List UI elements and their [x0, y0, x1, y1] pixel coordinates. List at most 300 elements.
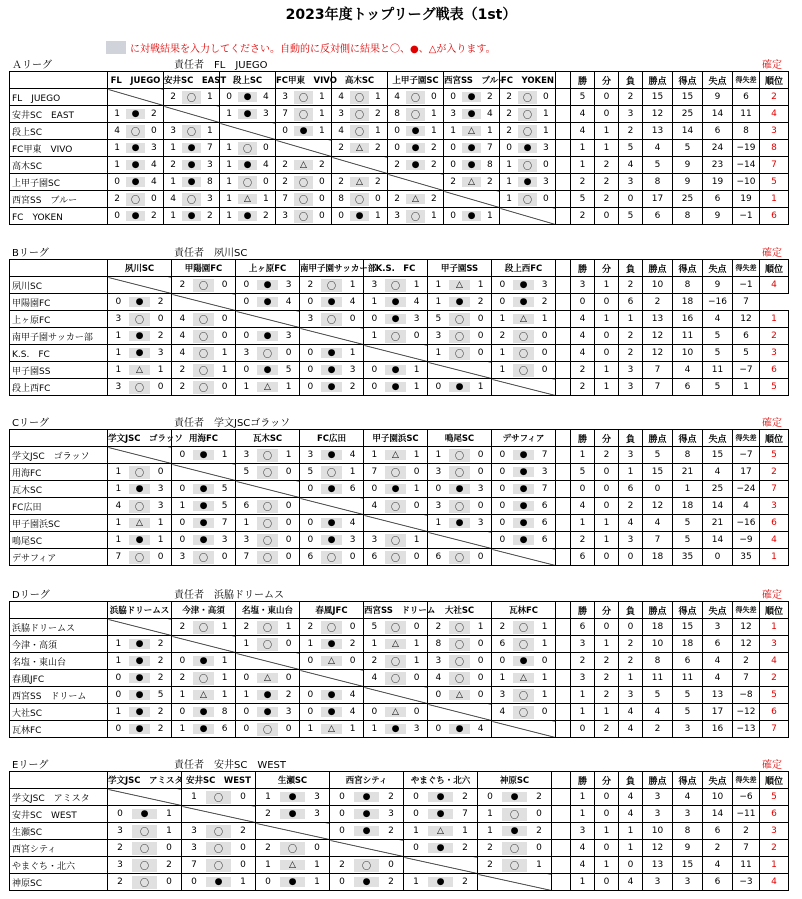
result-cell[interactable] [428, 481, 492, 498]
result-cell[interactable] [276, 89, 332, 106]
score [276, 106, 331, 122]
result-cell[interactable] [332, 89, 388, 106]
goals-against: 1 [431, 126, 437, 136]
result-cell[interactable] [332, 140, 388, 157]
result-cell[interactable] [404, 840, 478, 857]
result-cell[interactable] [332, 174, 388, 191]
result-cell[interactable] [164, 89, 220, 106]
goals-against: 2 [431, 143, 437, 153]
result-cell[interactable] [444, 123, 500, 140]
result-cell[interactable] [500, 191, 556, 208]
column-team-name: 甲陽園FC [172, 260, 236, 277]
result-cell[interactable] [330, 806, 404, 823]
result-cell[interactable] [364, 670, 428, 687]
goals-against: 0 [166, 877, 172, 887]
stat-value: 0 [571, 721, 595, 738]
result-cell[interactable] [164, 157, 220, 174]
result-mark: 〇 [193, 621, 214, 634]
result-cell[interactable] [236, 721, 300, 738]
goals-for: 1 [371, 450, 378, 460]
result-cell[interactable] [256, 874, 330, 891]
result-cell[interactable] [108, 191, 164, 208]
result-cell[interactable] [428, 311, 492, 328]
result-cell[interactable] [300, 619, 364, 636]
result-cell[interactable] [172, 653, 236, 670]
row-team-name: 春風JFC [10, 670, 108, 687]
result-cell[interactable] [428, 294, 492, 311]
result-cell[interactable] [300, 636, 364, 653]
team-row [10, 515, 789, 532]
result-cell[interactable] [182, 857, 256, 874]
result-cell[interactable] [300, 704, 364, 721]
result-cell[interactable] [220, 140, 276, 157]
result-cell[interactable] [108, 464, 172, 481]
result-cell[interactable] [300, 721, 364, 738]
result-cell[interactable] [300, 515, 364, 532]
result-cell[interactable] [388, 157, 444, 174]
result-cell[interactable] [364, 379, 428, 396]
score [478, 857, 551, 873]
result-cell[interactable] [172, 532, 236, 549]
stat-value: 3 [643, 789, 673, 806]
result-cell[interactable] [108, 687, 172, 704]
result-cell[interactable] [500, 123, 556, 140]
result-cell[interactable] [108, 670, 172, 687]
result-cell[interactable] [428, 619, 492, 636]
result-cell[interactable] [276, 106, 332, 123]
goals-for: 0 [435, 382, 442, 392]
result-cell[interactable] [500, 174, 556, 191]
result-cell[interactable] [108, 840, 182, 857]
result-cell[interactable] [492, 498, 556, 515]
score [388, 208, 443, 224]
result-cell[interactable] [444, 208, 500, 225]
result-cell[interactable] [182, 823, 256, 840]
result-cell[interactable] [172, 311, 236, 328]
goals-for: 0 [338, 211, 344, 221]
stat-value: 2 [619, 89, 643, 106]
result-cell[interactable] [108, 857, 182, 874]
result-cell[interactable] [364, 704, 428, 721]
result-cell[interactable] [276, 191, 332, 208]
result-cell[interactable] [172, 619, 236, 636]
result-cell[interactable] [428, 498, 492, 515]
result-cell[interactable] [492, 619, 556, 636]
result-cell[interactable] [172, 362, 236, 379]
goals-against: 0 [477, 348, 484, 358]
result-cell[interactable] [236, 687, 300, 704]
spacer-cell [556, 362, 571, 379]
league-header [0, 56, 802, 69]
result-cell[interactable] [388, 140, 444, 157]
result-cell[interactable] [428, 636, 492, 653]
result-cell[interactable] [478, 806, 552, 823]
result-cell[interactable] [236, 345, 300, 362]
result-cell[interactable] [492, 532, 556, 549]
result-cell[interactable] [276, 174, 332, 191]
result-cell[interactable] [428, 277, 492, 294]
result-mark: ● [321, 518, 342, 528]
result-mark: ● [513, 484, 534, 494]
result-cell[interactable] [108, 481, 172, 498]
result-cell[interactable] [236, 619, 300, 636]
row-team-name: 南甲子園サッカー部 [10, 328, 108, 345]
result-cell[interactable] [108, 823, 182, 840]
result-cell[interactable] [300, 687, 364, 704]
result-cell[interactable] [256, 840, 330, 857]
score [236, 379, 299, 395]
goals-for: 1 [265, 860, 271, 870]
result-cell[interactable] [108, 721, 172, 738]
goals-against: 1 [349, 467, 356, 477]
result-cell[interactable] [364, 549, 428, 566]
result-cell[interactable] [108, 653, 172, 670]
result-cell[interactable] [428, 687, 492, 704]
spacer-cell [556, 72, 571, 89]
goals-against: 1 [285, 622, 292, 632]
result-cell[interactable] [300, 532, 364, 549]
result-cell[interactable] [364, 481, 428, 498]
result-cell[interactable] [300, 294, 364, 311]
goals-for: 1 [226, 177, 232, 187]
result-cell[interactable] [164, 191, 220, 208]
result-cell[interactable] [108, 636, 172, 653]
result-cell[interactable] [236, 362, 300, 379]
result-cell[interactable] [500, 89, 556, 106]
result-cell[interactable] [276, 123, 332, 140]
result-cell[interactable] [172, 345, 236, 362]
result-mark: ● [182, 211, 200, 221]
result-cell[interactable] [364, 464, 428, 481]
result-cell[interactable] [492, 687, 556, 704]
result-cell[interactable] [164, 140, 220, 157]
result-cell[interactable] [172, 549, 236, 566]
result-cell[interactable] [444, 89, 500, 106]
result-cell[interactable] [500, 106, 556, 123]
score [388, 123, 443, 139]
result-cell[interactable] [428, 464, 492, 481]
goals-against: 1 [221, 656, 228, 666]
result-cell[interactable] [108, 174, 164, 191]
result-cell[interactable] [300, 345, 364, 362]
result-cell[interactable] [108, 157, 164, 174]
result-cell[interactable] [164, 123, 220, 140]
result-mark: 〇 [206, 842, 230, 855]
result-mark: 〇 [449, 347, 470, 360]
result-cell[interactable] [332, 123, 388, 140]
result-cell[interactable] [364, 447, 428, 464]
result-cell[interactable] [404, 874, 478, 891]
result-cell[interactable] [220, 89, 276, 106]
result-cell[interactable] [108, 294, 172, 311]
result-cell[interactable] [428, 549, 492, 566]
goals-against: 1 [240, 877, 246, 887]
result-cell[interactable] [164, 208, 220, 225]
result-cell[interactable] [236, 294, 300, 311]
result-cell[interactable] [236, 447, 300, 464]
result-cell[interactable] [388, 208, 444, 225]
result-cell[interactable] [236, 277, 300, 294]
result-cell[interactable] [364, 721, 428, 738]
result-cell[interactable] [364, 532, 428, 549]
result-cell[interactable] [478, 789, 552, 806]
result-cell[interactable] [236, 464, 300, 481]
result-cell[interactable] [108, 515, 172, 532]
result-cell[interactable] [172, 328, 236, 345]
result-cell[interactable] [492, 345, 556, 362]
row-team-name: 名塩・東山台 [10, 653, 108, 670]
result-cell[interactable] [300, 362, 364, 379]
score [332, 174, 387, 190]
team-row [10, 704, 789, 721]
goals-against: 0 [413, 673, 420, 683]
result-cell[interactable] [332, 106, 388, 123]
result-cell[interactable] [300, 464, 364, 481]
result-cell[interactable] [300, 653, 364, 670]
score [364, 721, 427, 737]
result-cell[interactable] [108, 498, 172, 515]
stat-value: 3 [673, 874, 703, 891]
result-cell[interactable] [108, 140, 164, 157]
result-cell[interactable] [492, 277, 556, 294]
score [236, 498, 299, 514]
result-cell[interactable] [364, 311, 428, 328]
result-cell[interactable] [478, 857, 552, 874]
goals-for: 2 [114, 194, 120, 204]
result-mark: 〇 [257, 621, 278, 634]
result-cell[interactable] [404, 806, 478, 823]
league-status: 確定 [762, 60, 782, 71]
stat-value: 3 [760, 498, 789, 515]
result-cell[interactable] [172, 277, 236, 294]
result-cell[interactable] [256, 857, 330, 874]
result-cell[interactable] [492, 311, 556, 328]
score [164, 191, 219, 207]
row-team-name: 生瀬SC [10, 823, 108, 840]
result-cell[interactable] [492, 636, 556, 653]
result-cell[interactable] [300, 549, 364, 566]
result-cell[interactable] [428, 447, 492, 464]
stat-value: 6 [703, 874, 733, 891]
result-cell[interactable] [108, 123, 164, 140]
stat-value: 12 [643, 345, 673, 362]
score [172, 379, 235, 395]
goals-for: 4 [179, 331, 186, 341]
result-cell[interactable] [236, 670, 300, 687]
result-cell[interactable] [276, 157, 332, 174]
result-cell[interactable] [428, 721, 492, 738]
result-cell[interactable] [428, 328, 492, 345]
result-cell[interactable] [492, 294, 556, 311]
league-table [9, 71, 789, 225]
result-cell[interactable] [492, 653, 556, 670]
result-mark: ● [385, 365, 406, 375]
stat-value: 9 [703, 208, 733, 225]
result-cell[interactable] [108, 345, 172, 362]
result-cell[interactable] [500, 157, 556, 174]
result-cell[interactable] [300, 277, 364, 294]
result-cell[interactable] [300, 447, 364, 464]
score [500, 106, 555, 122]
result-cell[interactable] [388, 191, 444, 208]
stat-header: 勝点 [643, 602, 673, 619]
result-cell[interactable] [236, 704, 300, 721]
score [164, 174, 219, 190]
result-cell[interactable] [388, 89, 444, 106]
stat-value: 10 [643, 636, 673, 653]
result-cell[interactable] [108, 806, 182, 823]
goals-for: 0 [339, 826, 345, 836]
result-cell[interactable] [444, 140, 500, 157]
stat-value: 2 [571, 379, 595, 396]
result-cell[interactable] [478, 823, 552, 840]
result-cell[interactable] [182, 874, 256, 891]
result-cell[interactable] [404, 789, 478, 806]
result-cell[interactable] [172, 704, 236, 721]
result-cell[interactable] [220, 208, 276, 225]
result-cell[interactable] [220, 191, 276, 208]
goals-for: 5 [307, 467, 314, 477]
goals-for: 0 [243, 673, 250, 683]
result-cell[interactable] [500, 140, 556, 157]
result-cell[interactable] [108, 208, 164, 225]
result-cell[interactable] [172, 670, 236, 687]
stat-value: 4 [760, 106, 789, 123]
goals-against: 1 [431, 211, 437, 221]
result-cell[interactable] [182, 840, 256, 857]
result-cell[interactable] [444, 106, 500, 123]
result-cell[interactable] [220, 157, 276, 174]
result-cell[interactable] [108, 874, 182, 891]
result-cell[interactable] [492, 328, 556, 345]
score [300, 481, 363, 497]
result-mark: △ [350, 177, 368, 187]
result-mark: 〇 [193, 347, 214, 360]
result-cell[interactable] [492, 464, 556, 481]
result-cell[interactable] [172, 498, 236, 515]
result-cell[interactable] [444, 157, 500, 174]
result-cell[interactable] [332, 208, 388, 225]
goals-for: 0 [115, 297, 122, 307]
result-cell[interactable] [364, 328, 428, 345]
result-cell[interactable] [172, 515, 236, 532]
result-cell[interactable] [428, 379, 492, 396]
result-cell[interactable] [256, 806, 330, 823]
result-mark: ● [428, 843, 452, 853]
result-cell[interactable] [388, 123, 444, 140]
result-cell[interactable] [164, 174, 220, 191]
result-cell[interactable] [256, 789, 330, 806]
result-cell[interactable] [332, 191, 388, 208]
result-mark: 〇 [518, 193, 536, 206]
result-cell[interactable] [220, 174, 276, 191]
result-cell[interactable] [364, 277, 428, 294]
result-cell[interactable] [330, 857, 404, 874]
result-cell[interactable] [444, 174, 500, 191]
result-cell[interactable] [404, 823, 478, 840]
result-cell[interactable] [492, 362, 556, 379]
result-cell[interactable] [172, 379, 236, 396]
score [428, 379, 491, 395]
result-cell[interactable] [364, 636, 428, 653]
result-cell[interactable] [300, 311, 364, 328]
goals-against: 0 [285, 724, 292, 734]
result-cell[interactable] [492, 704, 556, 721]
goals-for: 1 [179, 501, 186, 511]
result-cell[interactable] [428, 345, 492, 362]
goals-against: 1 [157, 365, 164, 375]
goals-against: 0 [543, 92, 549, 102]
result-cell[interactable] [172, 447, 236, 464]
result-mark: ● [428, 809, 452, 819]
result-cell[interactable] [108, 379, 172, 396]
result-cell[interactable] [172, 687, 236, 704]
result-cell[interactable] [428, 515, 492, 532]
result-cell[interactable] [492, 670, 556, 687]
result-mark: ● [321, 535, 342, 545]
score [500, 89, 555, 105]
result-cell[interactable] [300, 379, 364, 396]
goals-against: 4 [151, 160, 157, 170]
result-cell[interactable] [172, 721, 236, 738]
result-cell[interactable] [108, 328, 172, 345]
result-cell[interactable] [276, 208, 332, 225]
score [256, 806, 329, 822]
result-cell[interactable] [364, 362, 428, 379]
result-cell[interactable] [492, 447, 556, 464]
result-cell[interactable] [220, 106, 276, 123]
result-cell[interactable] [364, 294, 428, 311]
result-cell[interactable] [330, 789, 404, 806]
result-mark: ● [321, 297, 342, 307]
result-cell[interactable] [492, 481, 556, 498]
goals-for: 1 [179, 690, 186, 700]
result-cell[interactable] [364, 653, 428, 670]
result-cell[interactable] [108, 549, 172, 566]
result-cell[interactable] [172, 481, 236, 498]
result-cell[interactable] [108, 106, 164, 123]
result-cell[interactable] [428, 653, 492, 670]
result-cell[interactable] [236, 379, 300, 396]
result-cell[interactable] [388, 106, 444, 123]
result-cell[interactable] [108, 704, 172, 721]
result-cell[interactable] [236, 515, 300, 532]
result-cell[interactable] [236, 549, 300, 566]
goals-against: 3 [413, 314, 420, 324]
result-cell[interactable] [108, 362, 172, 379]
result-cell[interactable] [492, 515, 556, 532]
result-cell[interactable] [108, 311, 172, 328]
result-cell[interactable] [236, 498, 300, 515]
result-cell[interactable] [236, 328, 300, 345]
result-cell[interactable] [182, 789, 256, 806]
goals-against: 0 [285, 467, 292, 477]
result-cell[interactable] [478, 840, 552, 857]
result-cell[interactable] [330, 823, 404, 840]
result-cell[interactable] [236, 636, 300, 653]
goals-against: 0 [413, 707, 420, 717]
goals-for: 2 [243, 622, 250, 632]
result-cell[interactable] [330, 874, 404, 891]
goals-against: 2 [157, 656, 164, 666]
result-cell[interactable] [364, 619, 428, 636]
result-cell[interactable] [300, 481, 364, 498]
result-cell[interactable] [108, 532, 172, 549]
result-mark: ● [462, 109, 480, 119]
result-cell[interactable] [428, 670, 492, 687]
result-cell[interactable] [364, 498, 428, 515]
result-cell[interactable] [236, 532, 300, 549]
